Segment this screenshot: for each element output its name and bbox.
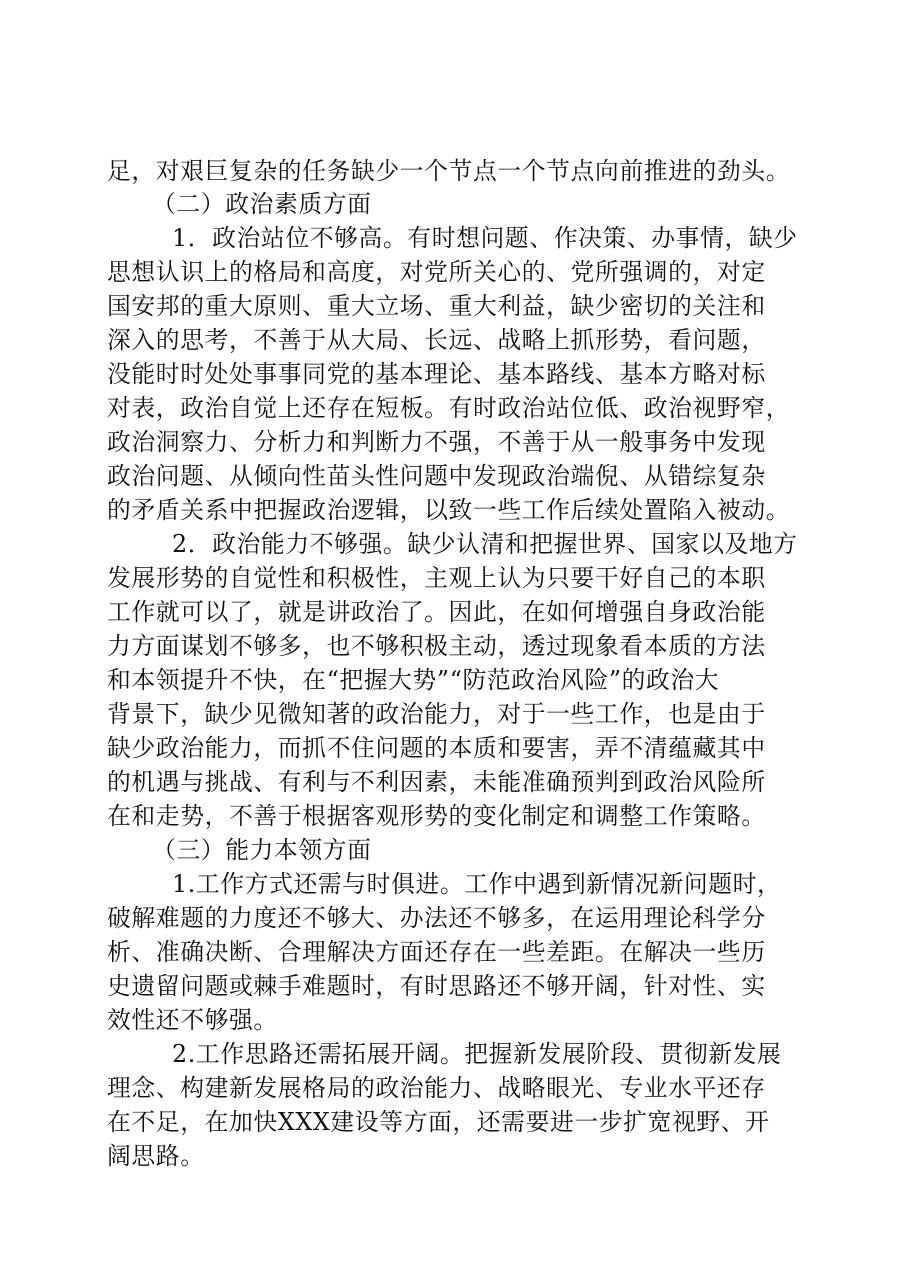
text-line: 和本领提升不快，在“把握大势”“防范政治风险”的政治大 <box>107 666 720 694</box>
text-line: 的矛盾关系中把握政治逻辑，以致一些工作后续处置陷入被动。 <box>107 496 791 524</box>
text-line: 政治洞察力、分析力和判断力不强，不善于从一般事务中发现 <box>107 428 766 456</box>
text-line: 缺少政治能力，而抓不住问题的本质和要害，弄不清蕴藏其中 <box>107 734 766 762</box>
text-line: 政治问题、从倾向性苗头性问题中发现政治端倪、从错综复杂 <box>107 462 766 490</box>
text-line: 工作就可以了，就是讲政治了。因此，在如何增强自身政治能 <box>107 598 766 626</box>
text-line: 在不足，在加快XXX建设等方面，还需要进一步扩宽视野、开 <box>107 1108 770 1136</box>
section-heading: （三）能力本领方面 <box>152 836 372 864</box>
text-line: 理念、构建新发展格局的政治能力、战略眼光、专业水平还存 <box>107 1074 766 1102</box>
text-line: 力方面谋划不够多，也不够积极主动，透过现象看本质的方法 <box>107 632 766 660</box>
text-line: 析、准确决断、合理解决方面还存在一些差距。在解决一些历 <box>107 938 766 966</box>
text-line: 的机遇与挑战、有利与不利因素，未能准确预判到政治风险所 <box>107 768 766 796</box>
text-line: 效性还不够强。 <box>107 1006 278 1034</box>
text-line: 没能时时处处事事同党的基本理论、基本路线、基本方略对标 <box>107 360 766 388</box>
paragraph-start: 1.工作方式还需与时俱进。工作中遇到新情况新问题时， <box>172 870 782 898</box>
text-line: 思想认识上的格局和高度，对党所关心的、党所强调的，对定 <box>107 258 766 286</box>
text-line: 深入的思考，不善于从大局、长远、战略上抓形势，看问题， <box>107 326 766 354</box>
text-line: 对表，政治自觉上还存在短板。有时政治站位低、政治视野窄， <box>107 394 791 422</box>
text-line: 国安邦的重大原则、重大立场、重大利益，缺少密切的关注和 <box>107 292 766 320</box>
paragraph-start: 2．政治能力不够强。缺少认清和把握世界、国家以及地方 <box>172 530 798 558</box>
section-heading: （二）政治素质方面 <box>152 190 372 218</box>
text-line: 背景下，缺少见微知著的政治能力，对于一些工作，也是由于 <box>107 700 766 728</box>
text-line: 足，对艰巨复杂的任务缺少一个节点一个节点向前推进的劲头。 <box>107 157 791 185</box>
paragraph-start: 1．政治站位不够高。有时想问题、作决策、办事情，缺少 <box>172 224 798 252</box>
text-line: 史遗留问题或棘手难题时，有时思路还不够开阔，针对性、实 <box>107 972 766 1000</box>
text-line: 阔思路。 <box>107 1142 205 1170</box>
text-line: 发展形势的自觉性和积极性，主观上认为只要干好自己的本职 <box>107 564 766 592</box>
text-line: 在和走势，不善于根据客观形势的变化制定和调整工作策略。 <box>107 802 766 830</box>
text-line: 破解难题的力度还不够大、办法还不够多，在运用理论科学分 <box>107 904 766 932</box>
paragraph-start: 2.工作思路还需拓展开阔。把握新发展阶段、贯彻新发展 <box>172 1040 782 1068</box>
